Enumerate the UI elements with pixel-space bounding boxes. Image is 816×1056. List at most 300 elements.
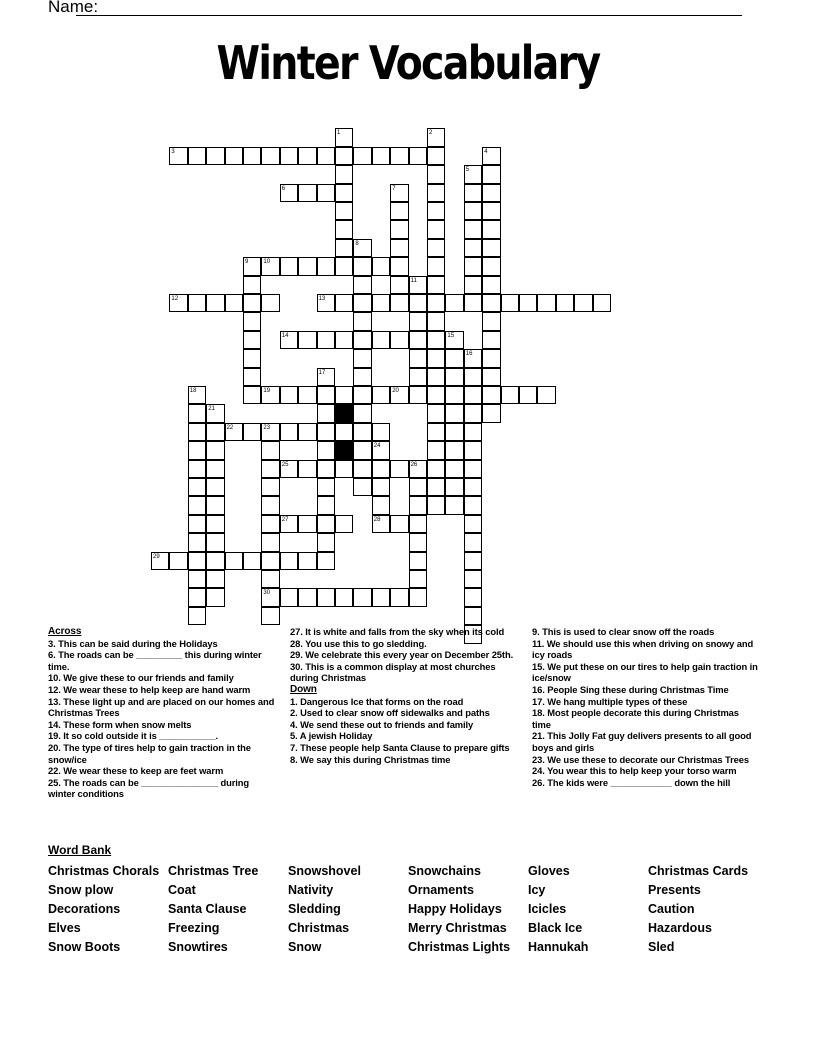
- grid-cell[interactable]: [427, 276, 445, 294]
- grid-cell[interactable]: [353, 312, 371, 330]
- grid-cell[interactable]: [464, 386, 482, 404]
- grid-cell[interactable]: [482, 239, 500, 257]
- grid-cell[interactable]: [317, 257, 335, 275]
- grid-cell[interactable]: [353, 276, 371, 294]
- grid-cell[interactable]: [353, 257, 371, 275]
- grid-cell[interactable]: [427, 220, 445, 238]
- grid-cell[interactable]: [390, 331, 408, 349]
- grid-cell[interactable]: [280, 184, 298, 202]
- grid-cell[interactable]: [427, 460, 445, 478]
- grid-cell[interactable]: [427, 128, 445, 146]
- grid-cell[interactable]: [206, 294, 224, 312]
- grid-cell[interactable]: [353, 368, 371, 386]
- grid-cell[interactable]: [464, 607, 482, 625]
- clue-section-heading: Down: [290, 683, 317, 695]
- grid-cell[interactable]: [261, 570, 279, 588]
- grid-cell[interactable]: [298, 515, 316, 533]
- grid-cell[interactable]: [427, 239, 445, 257]
- grid-cell[interactable]: [206, 552, 224, 570]
- grid-cell[interactable]: [225, 147, 243, 165]
- grid-cell[interactable]: [188, 533, 206, 551]
- grid-cell[interactable]: [225, 552, 243, 570]
- grid-cell[interactable]: [317, 368, 335, 386]
- grid-cell[interactable]: [464, 257, 482, 275]
- grid-cell[interactable]: [335, 257, 353, 275]
- grid-cell[interactable]: [464, 202, 482, 220]
- grid-cell[interactable]: [298, 331, 316, 349]
- grid-cell[interactable]: [372, 460, 390, 478]
- clue-item: [48, 696, 276, 719]
- grid-cell[interactable]: [390, 460, 408, 478]
- grid-cell[interactable]: [188, 552, 206, 570]
- grid-cell[interactable]: [390, 294, 408, 312]
- grid-cell[interactable]: [445, 294, 463, 312]
- clue-item: [532, 754, 760, 766]
- grid-cell[interactable]: [519, 386, 537, 404]
- grid-cell[interactable]: [317, 184, 335, 202]
- grid-cell[interactable]: [427, 312, 445, 330]
- grid-cell[interactable]: [409, 276, 427, 294]
- grid-cell[interactable]: [353, 441, 371, 459]
- grid-cell[interactable]: [445, 478, 463, 496]
- clue-number: 29: [153, 553, 160, 560]
- grid-cell[interactable]: [188, 496, 206, 514]
- grid-cell[interactable]: [409, 368, 427, 386]
- grid-cell[interactable]: [501, 386, 519, 404]
- grid-cell[interactable]: [298, 460, 316, 478]
- grid-cell[interactable]: [353, 349, 371, 367]
- grid-cell[interactable]: [335, 460, 353, 478]
- grid-cell[interactable]: [206, 515, 224, 533]
- grid-cell[interactable]: [280, 331, 298, 349]
- grid-cell[interactable]: [335, 386, 353, 404]
- grid-cell[interactable]: [353, 331, 371, 349]
- grid-cell[interactable]: [372, 423, 390, 441]
- grid-cell[interactable]: [482, 165, 500, 183]
- grid-cell[interactable]: [537, 386, 555, 404]
- clue-item-number: 17.: [532, 695, 545, 707]
- grid-cell[interactable]: [409, 496, 427, 514]
- grid-cell[interactable]: [353, 478, 371, 496]
- grid-cell[interactable]: [464, 239, 482, 257]
- word-bank-item: Ornaments: [408, 883, 474, 897]
- clue-item-number: 9.: [532, 626, 540, 637]
- grid-cell[interactable]: [317, 423, 335, 441]
- grid-cell[interactable]: [427, 331, 445, 349]
- grid-cell[interactable]: [243, 552, 261, 570]
- grid-cell[interactable]: [464, 552, 482, 570]
- clue-number: 22: [226, 424, 234, 431]
- grid-cell[interactable]: [445, 404, 463, 422]
- word-bank-item: Christmas Lights: [408, 940, 511, 954]
- grid-cell[interactable]: [298, 147, 316, 165]
- grid-cell[interactable]: [445, 496, 463, 514]
- grid-cell[interactable]: [335, 515, 353, 533]
- grid-cell[interactable]: [335, 239, 353, 257]
- grid-cell[interactable]: [206, 496, 224, 514]
- grid-cell[interactable]: [482, 368, 500, 386]
- grid-cell[interactable]: [390, 588, 408, 606]
- grid-cell[interactable]: [482, 404, 500, 422]
- grid-cell[interactable]: [409, 552, 427, 570]
- grid-cell[interactable]: [317, 552, 335, 570]
- grid-cell[interactable]: [317, 386, 335, 404]
- grid-cell[interactable]: [574, 294, 592, 312]
- clue-number: 1: [337, 130, 341, 137]
- clue-item-number: 16.: [532, 683, 545, 695]
- grid-cell[interactable]: [353, 460, 371, 478]
- word-bank-item: Elves: [48, 921, 81, 935]
- grid-cell[interactable]: [151, 552, 169, 570]
- grid-cell[interactable]: [409, 386, 427, 404]
- grid-cell[interactable]: [188, 404, 206, 422]
- grid-cell[interactable]: [409, 533, 427, 551]
- grid-cell[interactable]: [243, 349, 261, 367]
- clue-item-text: We give these to our friends and family: [60, 672, 234, 684]
- grid-cell[interactable]: [298, 184, 316, 202]
- grid-cell[interactable]: [261, 441, 279, 459]
- grid-cell[interactable]: [243, 294, 261, 312]
- grid-cell[interactable]: [335, 128, 353, 146]
- grid-cell[interactable]: [317, 460, 335, 478]
- clue-item: [48, 730, 276, 742]
- grid-cell[interactable]: [261, 386, 279, 404]
- grid-cell[interactable]: [372, 478, 390, 496]
- grid-cell[interactable]: [353, 588, 371, 606]
- grid-cell[interactable]: [427, 147, 445, 165]
- grid-cell[interactable]: [317, 588, 335, 606]
- grid-cell[interactable]: [261, 496, 279, 514]
- clue-number: 6: [281, 185, 286, 192]
- grid-cell[interactable]: [188, 570, 206, 588]
- grid-cell[interactable]: [445, 331, 463, 349]
- word-bank-item: Snow plow: [48, 883, 114, 897]
- word-bank-item: Sled: [648, 940, 675, 954]
- clue-number: 15: [447, 332, 455, 339]
- clue-item: [48, 742, 276, 765]
- grid-cell[interactable]: [464, 515, 482, 533]
- grid-cell[interactable]: [482, 312, 500, 330]
- clue-item-text: We say this during Christmas time: [297, 753, 451, 765]
- grid-cell[interactable]: [409, 312, 427, 330]
- grid-cell[interactable]: [243, 423, 261, 441]
- grid-cell[interactable]: [353, 423, 371, 441]
- grid-cell[interactable]: [188, 515, 206, 533]
- grid-cell[interactable]: [243, 312, 261, 330]
- grid-cell[interactable]: [261, 147, 279, 165]
- grid-cell[interactable]: [353, 404, 371, 422]
- grid-cell[interactable]: [427, 496, 445, 514]
- grid-cell[interactable]: [188, 460, 206, 478]
- grid-cell[interactable]: [390, 239, 408, 257]
- grid-cell[interactable]: [556, 294, 574, 312]
- clue-item: [532, 626, 760, 638]
- grid-cell[interactable]: [390, 515, 408, 533]
- grid-cell[interactable]: [427, 386, 445, 404]
- grid-cell[interactable]: [372, 386, 390, 404]
- grid-cell[interactable]: [464, 441, 482, 459]
- clue-item: [290, 707, 520, 719]
- grid-cell[interactable]: [243, 368, 261, 386]
- grid-cell[interactable]: [464, 533, 482, 551]
- grid-cell[interactable]: [409, 331, 427, 349]
- grid-cell[interactable]: [464, 294, 482, 312]
- grid-cell[interactable]: [280, 588, 298, 606]
- grid-cell[interactable]: [335, 147, 353, 165]
- grid-cell[interactable]: [464, 423, 482, 441]
- grid-cell[interactable]: [261, 552, 279, 570]
- grid-cell[interactable]: [372, 257, 390, 275]
- grid-cell[interactable]: [317, 533, 335, 551]
- grid-cell[interactable]: [409, 515, 427, 533]
- grid-cell[interactable]: [280, 147, 298, 165]
- grid-cell[interactable]: [206, 441, 224, 459]
- grid-cell[interactable]: [169, 147, 187, 165]
- word-bank-item: Nativity: [288, 883, 334, 897]
- grid-cell[interactable]: [464, 220, 482, 238]
- grid-cell[interactable]: [427, 184, 445, 202]
- grid-cell[interactable]: [390, 147, 408, 165]
- grid-cell[interactable]: [298, 588, 316, 606]
- grid-cell[interactable]: [537, 294, 555, 312]
- grid-cell[interactable]: [427, 294, 445, 312]
- grid-cell[interactable]: [261, 460, 279, 478]
- grid-cell[interactable]: [317, 478, 335, 496]
- grid-cell[interactable]: [261, 478, 279, 496]
- grid-cell[interactable]: [243, 257, 261, 275]
- grid-cell[interactable]: [427, 202, 445, 220]
- grid-cell[interactable]: [335, 423, 353, 441]
- grid-cell[interactable]: [482, 294, 500, 312]
- grid-cell[interactable]: [427, 441, 445, 459]
- grid-cell[interactable]: [298, 552, 316, 570]
- grid-cell[interactable]: [206, 570, 224, 588]
- grid-cell[interactable]: [298, 423, 316, 441]
- grid-cell[interactable]: [206, 533, 224, 551]
- grid-cell[interactable]: [261, 607, 279, 625]
- grid-cell[interactable]: [188, 607, 206, 625]
- grid-cell[interactable]: [390, 184, 408, 202]
- grid-cell[interactable]: [298, 386, 316, 404]
- grid-cell[interactable]: [464, 588, 482, 606]
- grid-cell[interactable]: [280, 257, 298, 275]
- clue-number: 21: [208, 406, 215, 413]
- grid-cell[interactable]: [317, 147, 335, 165]
- clue-item: [48, 684, 276, 696]
- word-bank-item: Caution: [648, 902, 695, 916]
- grid-cell[interactable]: [409, 294, 427, 312]
- grid-cell[interactable]: [261, 257, 279, 275]
- clue-item-text: This can be said during the Holidays: [55, 637, 218, 649]
- grid-cell[interactable]: [372, 515, 390, 533]
- grid-cell[interactable]: [372, 496, 390, 514]
- grid-cell[interactable]: [280, 552, 298, 570]
- grid-cell[interactable]: [169, 294, 187, 312]
- word-bank-item: Happy Holidays: [408, 902, 502, 916]
- grid-cell[interactable]: [482, 147, 500, 165]
- grid-cell[interactable]: [409, 588, 427, 606]
- grid-cell[interactable]: [427, 165, 445, 183]
- grid-cell[interactable]: [464, 460, 482, 478]
- grid-cell[interactable]: [188, 294, 206, 312]
- word-bank: [48, 862, 768, 957]
- grid-cell[interactable]: [280, 386, 298, 404]
- grid-cell[interactable]: [317, 515, 335, 533]
- grid-cell[interactable]: [482, 276, 500, 294]
- grid-cell[interactable]: [206, 588, 224, 606]
- grid-cell[interactable]: [445, 423, 463, 441]
- grid-cell[interactable]: [280, 460, 298, 478]
- clue-item-text: It is white and falls from the sky when its cold: [302, 626, 505, 637]
- grid-cell[interactable]: [188, 386, 206, 404]
- clue-item: [48, 649, 276, 672]
- grid-cell[interactable]: [206, 423, 224, 441]
- grid-cell[interactable]: [243, 386, 261, 404]
- grid-cell[interactable]: [427, 478, 445, 496]
- grid-cell[interactable]: [261, 588, 279, 606]
- grid-cell[interactable]: [464, 496, 482, 514]
- grid-cell[interactable]: [243, 331, 261, 349]
- grid-cell[interactable]: [353, 147, 371, 165]
- grid-cell[interactable]: [390, 220, 408, 238]
- grid-cell[interactable]: [464, 368, 482, 386]
- grid-cell[interactable]: [409, 349, 427, 367]
- grid-cell[interactable]: [372, 441, 390, 459]
- grid-cell[interactable]: [427, 257, 445, 275]
- grid-cell[interactable]: [390, 202, 408, 220]
- grid-cell[interactable]: [353, 386, 371, 404]
- grid-cell[interactable]: [317, 294, 335, 312]
- grid-cell[interactable]: [482, 184, 500, 202]
- grid-cell[interactable]: [188, 588, 206, 606]
- grid-cell[interactable]: [317, 496, 335, 514]
- grid-cell[interactable]: [188, 147, 206, 165]
- grid-cell[interactable]: [206, 460, 224, 478]
- clue-item: [532, 707, 760, 730]
- clue-number: 2: [429, 130, 433, 137]
- grid-cell[interactable]: [501, 294, 519, 312]
- grid-cell[interactable]: [482, 220, 500, 238]
- grid-cell[interactable]: [261, 294, 279, 312]
- grid-cell[interactable]: [482, 386, 500, 404]
- grid-cell[interactable]: [206, 478, 224, 496]
- grid-cell[interactable]: [464, 404, 482, 422]
- word-bank-item: Gloves: [528, 864, 570, 878]
- clue-item-text: It so cold outside it is ___________.: [60, 730, 218, 742]
- clue-item-text: Used to clear snow off sidewalks and paths: [297, 707, 490, 719]
- grid-cell[interactable]: [206, 147, 224, 165]
- grid-cell[interactable]: [390, 257, 408, 275]
- grid-cell[interactable]: [206, 404, 224, 422]
- grid-cell[interactable]: [445, 349, 463, 367]
- grid-cell[interactable]: [335, 184, 353, 202]
- grid-cell[interactable]: [335, 165, 353, 183]
- clue-number: 26: [410, 461, 418, 468]
- clue-item-text: Dangerous Ice that forms on the road: [297, 695, 464, 707]
- grid-cell[interactable]: [409, 478, 427, 496]
- grid-cell[interactable]: [464, 349, 482, 367]
- grid-cell[interactable]: [390, 276, 408, 294]
- grid-cell[interactable]: [372, 147, 390, 165]
- grid-cell[interactable]: [353, 239, 371, 257]
- clue-item: [532, 684, 760, 696]
- clue-number: 18: [189, 388, 197, 394]
- grid-cell[interactable]: [335, 588, 353, 606]
- grid-cell[interactable]: [225, 423, 243, 441]
- clue-item-number: 29.: [290, 649, 303, 661]
- grid-block: [335, 404, 353, 422]
- grid-cell[interactable]: [390, 386, 408, 404]
- clue-number: 5: [465, 167, 470, 174]
- grid-cell[interactable]: [409, 147, 427, 165]
- grid-cell[interactable]: [188, 478, 206, 496]
- grid-cell[interactable]: [372, 294, 390, 312]
- grid-cell[interactable]: [445, 441, 463, 459]
- grid-cell[interactable]: [298, 257, 316, 275]
- grid-cell[interactable]: [464, 276, 482, 294]
- grid-cell[interactable]: [317, 404, 335, 422]
- grid-cell[interactable]: [445, 386, 463, 404]
- grid-cell[interactable]: [372, 331, 390, 349]
- clue-item: [532, 730, 760, 753]
- grid-cell[interactable]: [335, 202, 353, 220]
- grid-cell[interactable]: [482, 331, 500, 349]
- page-title: Winter Vocabulary: [216, 36, 600, 90]
- grid-cell[interactable]: [482, 349, 500, 367]
- grid-cell[interactable]: [464, 165, 482, 183]
- clue-item-number: 13.: [48, 695, 61, 707]
- grid-cell[interactable]: [427, 349, 445, 367]
- grid-cell[interactable]: [317, 331, 335, 349]
- grid-cell[interactable]: [372, 588, 390, 606]
- grid-cell[interactable]: [169, 552, 187, 570]
- clue-number: 11: [410, 277, 417, 284]
- grid-cell[interactable]: [482, 257, 500, 275]
- grid-cell[interactable]: [464, 184, 482, 202]
- grid-cell[interactable]: [335, 220, 353, 238]
- grid-cell[interactable]: [317, 441, 335, 459]
- grid-cell[interactable]: [353, 294, 371, 312]
- grid-cell[interactable]: [427, 368, 445, 386]
- clue-item: [532, 765, 760, 777]
- grid-cell[interactable]: [409, 460, 427, 478]
- grid-cell[interactable]: [593, 294, 611, 312]
- grid-cell[interactable]: [243, 147, 261, 165]
- grid-cell[interactable]: [482, 202, 500, 220]
- grid-cell[interactable]: [464, 570, 482, 588]
- word-bank-item: Snowshovel: [288, 864, 361, 878]
- grid-cell[interactable]: [409, 570, 427, 588]
- grid-cell[interactable]: [280, 423, 298, 441]
- grid-cell[interactable]: [427, 404, 445, 422]
- clue-item-text: The roads can be _______________ during winter conditions: [48, 776, 250, 800]
- grid-cell[interactable]: [243, 276, 261, 294]
- grid-cell[interactable]: [445, 460, 463, 478]
- grid-cell[interactable]: [445, 368, 463, 386]
- grid-cell[interactable]: [225, 294, 243, 312]
- grid-cell[interactable]: [261, 515, 279, 533]
- grid-cell[interactable]: [280, 515, 298, 533]
- grid-cell[interactable]: [261, 423, 279, 441]
- grid-cell[interactable]: [188, 441, 206, 459]
- grid-cell[interactable]: [427, 423, 445, 441]
- grid-cell[interactable]: [335, 331, 353, 349]
- grid-cell[interactable]: [188, 423, 206, 441]
- grid-cell[interactable]: [335, 294, 353, 312]
- grid-cell[interactable]: [261, 533, 279, 551]
- grid-cell[interactable]: [464, 478, 482, 496]
- grid-cell[interactable]: [519, 294, 537, 312]
